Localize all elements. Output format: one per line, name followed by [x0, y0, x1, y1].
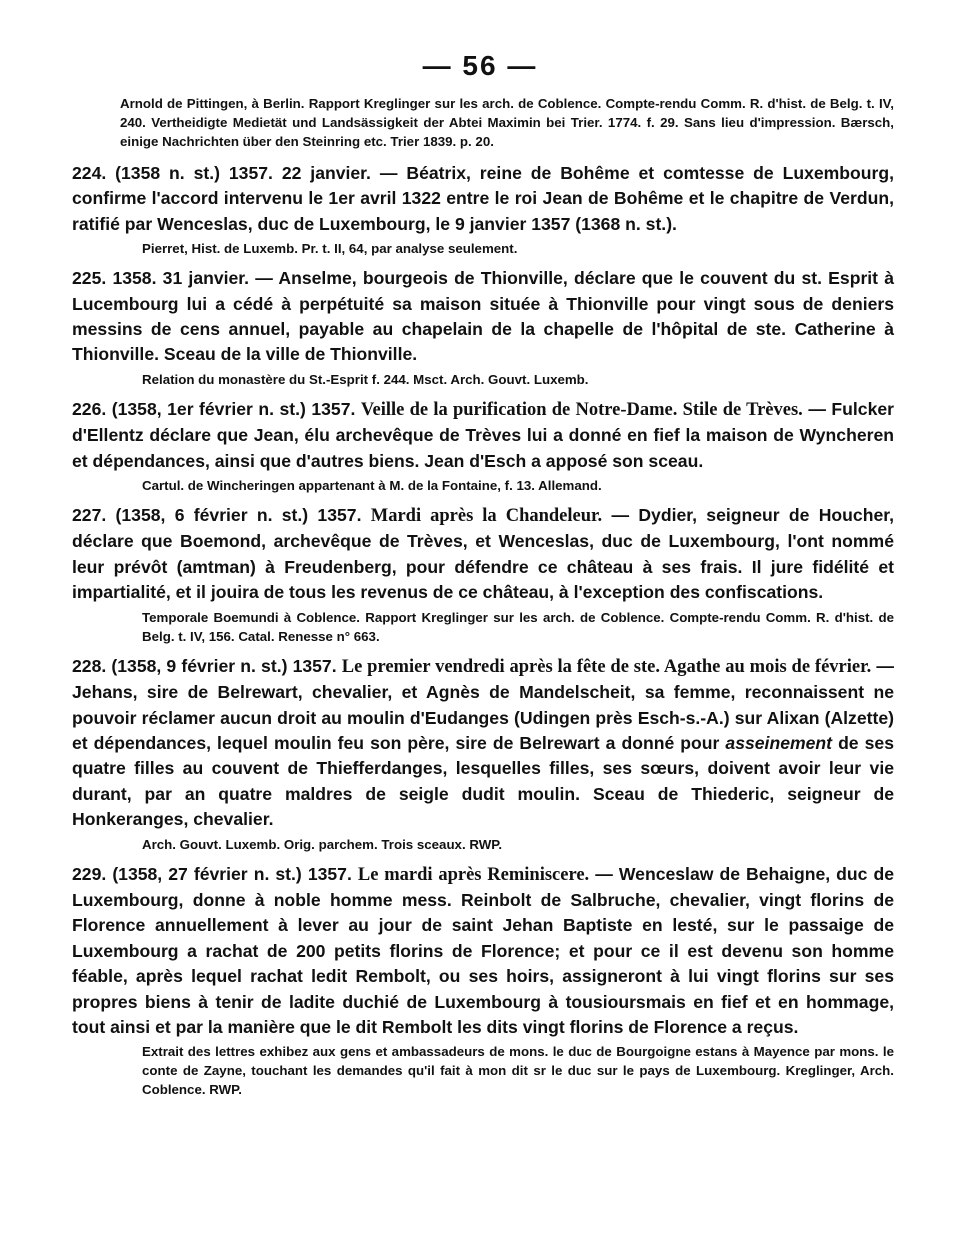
entry-229	[72, 862, 894, 1041]
entry-text: — Dydier, seigneur de Houcher, déclare que Boemond, archevêque de Trèves, et Wenceslas, duc de Luxembourg, l'ont nommé leur prévôt (amtman) à Freudenberg, pour défendre ce château à ses frais. Il jure fidélité et impartialité, et il jouira de tous les revenus de ce château, à l'exception des confiscations.	[72, 505, 894, 603]
entry-source-229: Extrait des lettres exhibez aux gens et ambassadeurs de mons. le duc de Bourgoigne estans à Mayence par mons. le conte de Zayne, touchant les demandes qu'il fait à mon dit sr le duc sur le pays de Luxembourg. Kreglinger, Arch. Coblence. RWP.	[142, 1044, 894, 1098]
entry-number: 226.	[72, 398, 107, 419]
entry-source-224: Pierret, Hist. de Luxemb. Pr. t. II, 64, par analyse seulement.	[142, 241, 518, 257]
entry-feast: Veille de la purification de Notre-Dame. Stile de Trèves.	[360, 399, 803, 420]
entry-225	[72, 266, 894, 368]
entry-date: (1358, 27 février n. st.) 1357.	[112, 863, 352, 884]
entry-feast: Le mardi après Reminiscere.	[357, 864, 590, 885]
entry-text: — Wenceslaw de Behaigne, duc de Luxembourg, donne à noble homme mess. Reinbolt de Salbruche, chevalier, vingt florins de Florence annuellement à lever au jour de saint Jehan Baptiste en lesté, sur le passaige de Luxembourg a rachat de 200 petits florins de Florence; et pour ce il est devenu son homme féable, après lequel rachat ledit Rembolt, ou ses hoirs, assigneront à lui vingt florins sur ses propres biens à tenir de ladite duchié de Luxembourg à tousioursmais en fief et en hommage, tout ainsi et par la manière que le dit Rembolt les dits vingt florins de Florence a reçus.	[72, 863, 895, 1037]
entry-text-part-b: de ses quatre filles au couvent de Thiefferdanges, lesquelles filles, ses sœurs, doivent avoir leur vie durant, par an quatre maldres de seigle dudit moulin. Sceau de Thiederic, seigneur de Honkeranges, chevalier.	[72, 732, 894, 830]
entry-text-part-a: — Jehans, sire de Belrewart, chevalier, et Agnès de Mandelscheit, sa femme, reconnaissent ne pouvoir réclamer aucun droit au moulin d'Eudanges (Udingen près Esch-s.-A.) sur Alixan (Alzette) et dépendances, lequel moulin feu son père, sire de Belrewart a donné pour	[72, 655, 894, 753]
entry-feast: Le premier vendredi après la fête de ste. Agathe au mois de février.	[341, 656, 872, 677]
entry-number: 225.	[72, 268, 107, 289]
entry-number: 224.	[72, 163, 107, 183]
entry-source-227: Temporale Boemundi à Coblence. Rapport Kreglinger sur les arch. de Coblence. Compte-rendu Comm. R. d'hist. de Belg. t. IV, 156. Catal. Renesse n° 663.	[142, 609, 894, 644]
entry-text: — Fulcker d'Ellentz déclare que Jean, élu archevêque de Trèves lui a donné en fief la maison de Wyncheren et dépendances, ainsi que d'autres biens. Jean d'Esch a apposé son sceau.	[72, 398, 894, 471]
entry-text: — Anselme, bourgeois de Thionville, déclare que le couvent du st. Esprit à Lucembourg lui a cédé à perpétuité sa maison située à Thionville pour vingt sous de deniers messins de cens annuel, payable au chapelain de la chapelle de l'hôpital de ste. Catherine à Thionville. Sceau de la ville de Thionville.	[72, 268, 895, 365]
entry-source-228: Arch. Gouvt. Luxemb. Orig. parchem. Trois sceaux. RWP.	[142, 836, 503, 852]
page-content	[72, 94, 894, 1099]
entry-227	[72, 503, 894, 606]
entry-number: 227.	[72, 505, 107, 526]
entry-224	[72, 161, 894, 237]
entry-date: (1358 n. st.) 1357. 22 janvier.	[115, 163, 371, 183]
entry-date: 1358. 31 janvier.	[112, 268, 250, 289]
entry-date: (1358, 1er février n. st.) 1357.	[111, 398, 356, 419]
entry-228	[72, 654, 894, 833]
entry-source-225: Relation du monastère du St.-Esprit f. 244. Msct. Arch. Gouvt. Luxemb.	[142, 371, 589, 387]
intro-source-note: Arnold de Pittingen, à Berlin. Rapport Kreglinger sur les arch. de Coblence. Compte-rendu Comm. R. d'hist. de Belg. t. IV, 240. Vertheidigte Medietät und Landsässigkeit der Abtei Maximin bei Trier. 1774. f. 29. Sans lieu d'impression. Bærsch, einige Nachrichten über den Steinring etc. Trier 1839. p. 20.	[120, 96, 894, 149]
entry-226	[72, 397, 894, 474]
entry-source-226: Cartul. de Wincheringen appartenant à M. de la Fontaine, f. 13. Allemand.	[142, 478, 602, 494]
page-number: — 56 —	[422, 50, 538, 81]
entry-date: (1358, 6 février n. st.) 1357.	[115, 505, 362, 526]
entry-date: (1358, 9 février n. st.) 1357.	[111, 655, 337, 676]
entry-text-italic: asseinement	[725, 732, 833, 753]
entry-feast: Mardi après la Chandeleur.	[370, 506, 603, 527]
entry-text: — Béatrix, reine de Bohême et comtesse de Luxembourg, confirme l'accord intervenu le 1er avril 1322 entre le roi Jean de Bohême et le chapitre de Verdun, ratifié par Wenceslas, duc de Luxembourg, le 9 janvier 1357 (1368 n. st.).	[72, 163, 895, 234]
entry-number: 229.	[72, 863, 107, 884]
entry-number: 228.	[72, 655, 107, 676]
